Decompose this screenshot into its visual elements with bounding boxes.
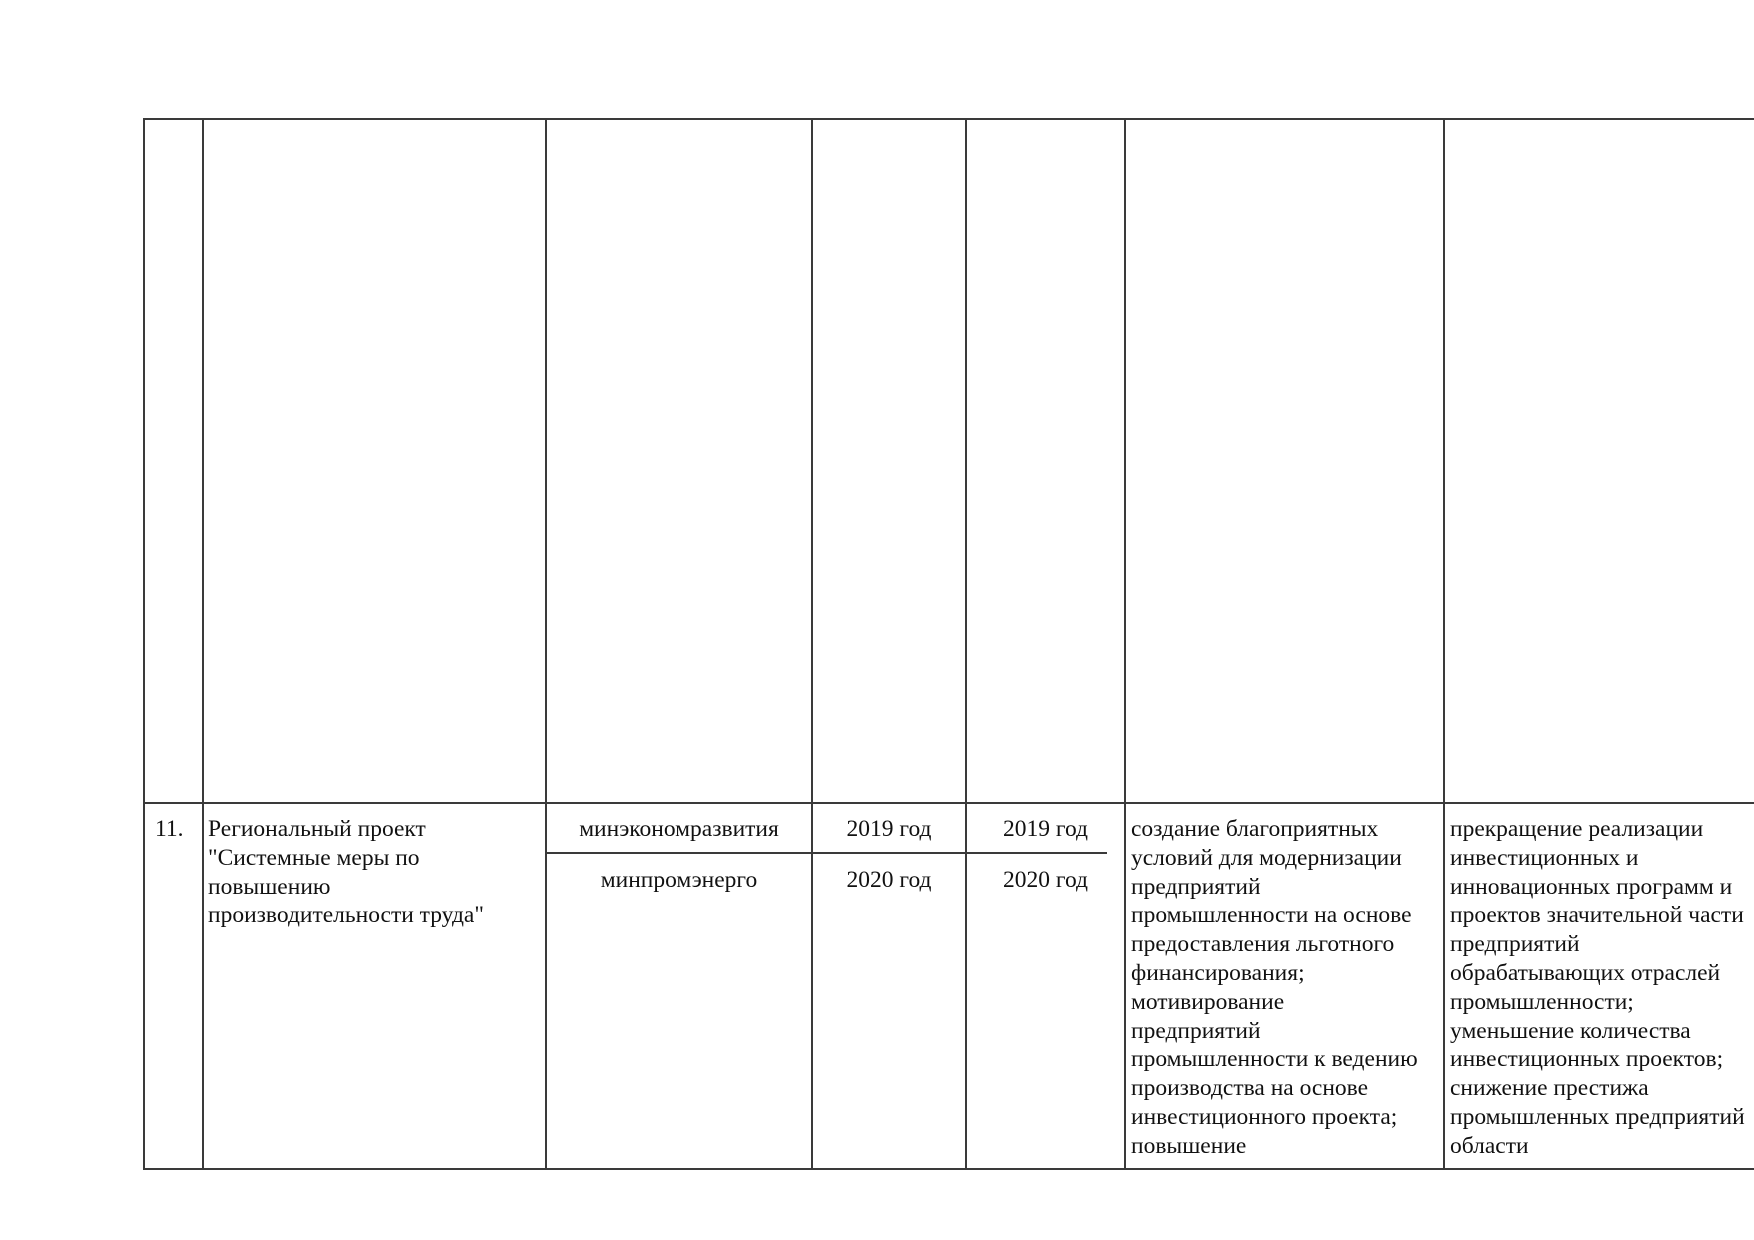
col-border-3 <box>811 118 813 1170</box>
end-date-2: 2020 год <box>1003 867 1088 893</box>
subrow-divider <box>545 852 1107 854</box>
row-number: 11. <box>155 816 184 842</box>
consequence-line: инвестиционных и <box>1450 844 1639 871</box>
result-line: предоставления льготного <box>1131 931 1395 958</box>
project-name-line: "Системные меры по <box>208 844 420 871</box>
result-line: мотивирование <box>1131 988 1285 1015</box>
col-border-0 <box>143 118 145 1170</box>
result-line: повышение <box>1131 1132 1247 1159</box>
result-line: финансирования; <box>1131 959 1305 986</box>
end-date-1: 2019 год <box>1003 816 1088 842</box>
result-line: предприятий <box>1131 873 1261 900</box>
result-line: промышленности к ведению <box>1131 1046 1418 1073</box>
consequence-line: инновационных программ и <box>1450 873 1733 900</box>
project-name-cell <box>208 815 484 930</box>
consequence-line: инвестиционных проектов; <box>1450 1046 1724 1073</box>
consequences-cell <box>1450 815 1745 1161</box>
consequence-line: проектов значительной части <box>1450 902 1744 929</box>
col-border-1 <box>202 118 204 1170</box>
col-border-2 <box>545 118 547 1170</box>
col-border-6 <box>1443 118 1445 1170</box>
table-top-border <box>143 118 1754 120</box>
col-border-4 <box>965 118 967 1170</box>
consequence-line: снижение престижа <box>1450 1075 1649 1102</box>
project-name-line: производительности труда" <box>208 902 484 929</box>
consequence-line: уменьшение количества <box>1450 1017 1691 1044</box>
consequence-line: прекращение реализации <box>1450 816 1704 842</box>
consequence-line: промышленности; <box>1450 988 1634 1015</box>
consequence-line: области <box>1450 1132 1529 1159</box>
expected-result-cell <box>1131 815 1418 1161</box>
result-line: инвестиционного проекта; <box>1131 1103 1398 1130</box>
consequence-line: промышленных предприятий <box>1450 1103 1745 1130</box>
start-date-1: 2019 год <box>846 816 932 842</box>
project-name-line: повышению <box>208 873 331 900</box>
row-divider <box>143 802 1754 804</box>
result-line: создание благоприятных <box>1131 816 1379 842</box>
table-bottom-border <box>143 1168 1754 1170</box>
result-line: предприятий <box>1131 1017 1261 1044</box>
start-date-2: 2020 год <box>846 867 932 893</box>
result-line: производства на основе <box>1131 1075 1369 1102</box>
result-line: условий для модернизации <box>1131 844 1402 871</box>
col-border-5 <box>1124 118 1126 1170</box>
consequence-line: предприятий <box>1450 931 1580 958</box>
project-name-line: Региональный проект <box>208 816 426 842</box>
result-line: промышленности на основе <box>1131 902 1412 929</box>
executor-1: минэкономразвития <box>579 816 779 842</box>
measures-table <box>143 118 1754 1169</box>
executor-2: минпромэнерго <box>600 867 758 893</box>
consequence-line: обрабатывающих отраслей <box>1450 959 1721 986</box>
